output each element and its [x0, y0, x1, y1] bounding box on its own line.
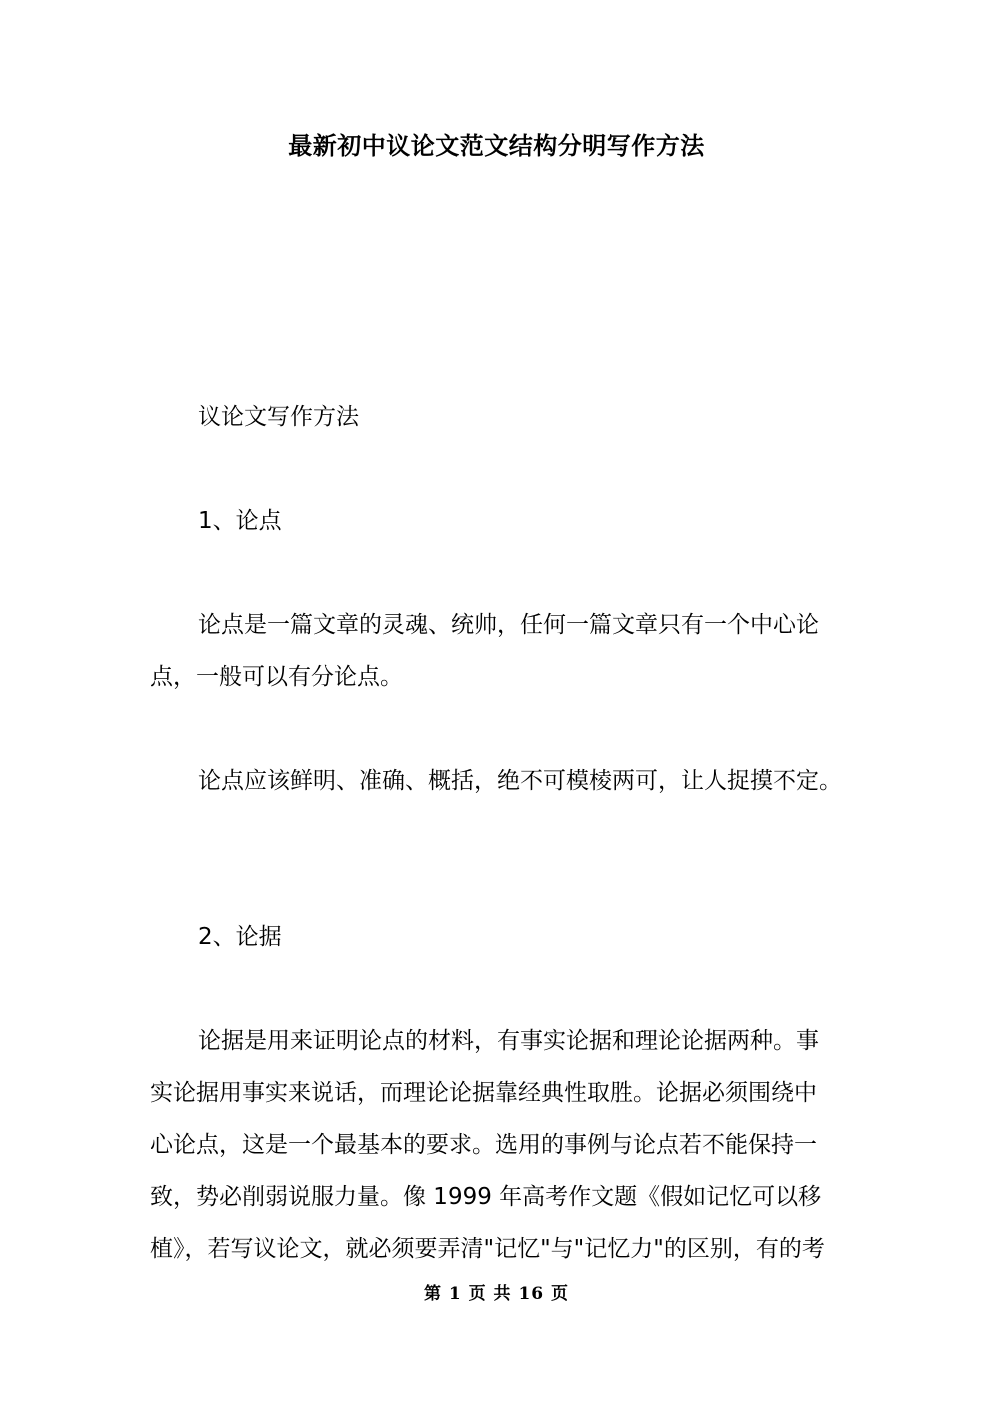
page-number-footer: 第 1 页 共 16 页: [423, 1284, 570, 1304]
document-title: 最新初中议论文范文结构分明写作方法: [288, 132, 705, 160]
paragraph-line: 论点应该鲜明、准确、概括，绝不可模棱两可，让人捉摸不定。: [198, 768, 842, 794]
section-heading: 议论文写作方法: [198, 404, 359, 430]
paragraph-line: 致，势必削弱说服力量。像 1999 年高考作文题《假如记忆可以移: [150, 1184, 822, 1210]
point-heading-1: 1、论点: [198, 508, 282, 534]
paragraph-line: 论据是用来证明论点的材料，有事实论据和理论论据两种。事: [198, 1028, 819, 1054]
paragraph-line: 实论据用事实来说话，而理论论据靠经典性取胜。论据必须围绕中: [150, 1080, 817, 1106]
paragraph-line: 点，一般可以有分论点。: [150, 664, 403, 690]
paragraph-line: 心论点，这是一个最基本的要求。选用的事例与论点若不能保持一: [150, 1132, 817, 1158]
point-heading-2: 2、论据: [198, 924, 282, 950]
paragraph-line: 论点是一篇文章的灵魂、统帅，任何一篇文章只有一个中心论: [198, 612, 819, 638]
paragraph-line: 植》，若写议论文，就必须要弄清"记忆"与"记忆力"的区别，有的考: [150, 1236, 825, 1262]
